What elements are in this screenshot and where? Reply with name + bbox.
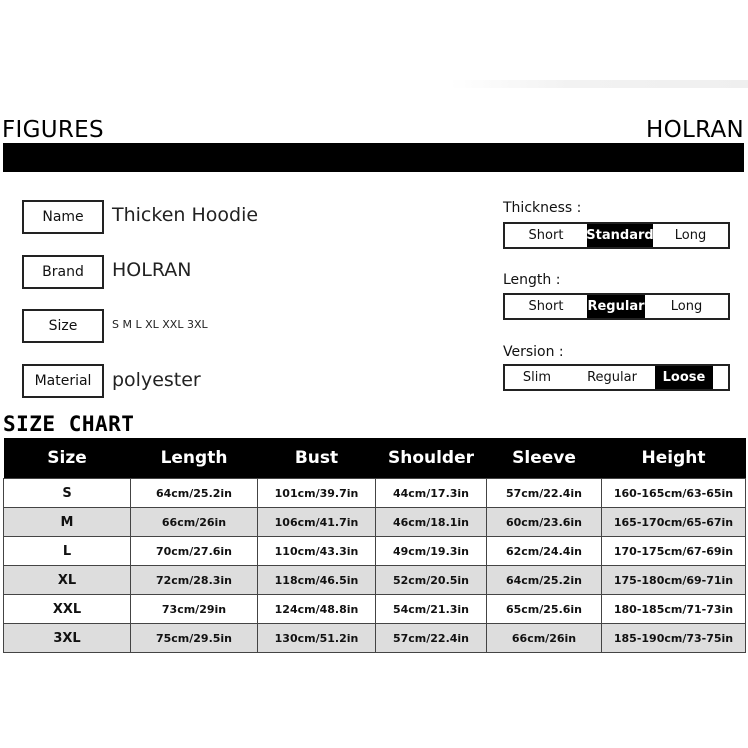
cell-height: 185-190cm/73-75in: [602, 624, 746, 653]
column-header-length: Length: [131, 438, 258, 479]
version-option-regular: Regular: [587, 370, 637, 385]
table-row: [4, 508, 746, 537]
cell-sleeve: 66cm/26in: [487, 624, 602, 653]
cell-height: 180-185cm/71-73in: [602, 595, 746, 624]
size-label: Size: [22, 309, 104, 343]
size-chart-header-row: [4, 438, 746, 479]
cell-size: M: [4, 508, 131, 537]
table-row: [4, 566, 746, 595]
table-row: [4, 537, 746, 566]
version-option-spacer: [713, 366, 728, 389]
table-row: [4, 595, 746, 624]
cell-length: 66cm/26in: [131, 508, 258, 537]
cell-bust: 101cm/39.7in: [258, 479, 376, 508]
length-selector: [503, 293, 730, 320]
header-divider-bar: [3, 143, 744, 172]
cell-height: 175-180cm/69-71in: [602, 566, 746, 595]
size-chart-title: SIZE CHART: [3, 412, 135, 436]
cell-shoulder: 49cm/19.3in: [376, 537, 487, 566]
cell-height: 165-170cm/65-67in: [602, 508, 746, 537]
brand-label: Brand: [22, 255, 104, 289]
cell-sleeve: 65cm/25.6in: [487, 595, 602, 624]
material-label: Material: [22, 364, 104, 398]
header-brand-title: HOLRAN: [645, 117, 744, 143]
cell-bust: 124cm/48.8in: [258, 595, 376, 624]
cell-size: 3XL: [4, 624, 131, 653]
table-row: [4, 479, 746, 508]
version-title: Version :: [503, 344, 564, 360]
cell-length: 70cm/27.6in: [131, 537, 258, 566]
thickness-option-long: Long: [674, 228, 707, 243]
column-header-height: Height: [602, 438, 746, 479]
column-header-bust: Bust: [258, 438, 376, 479]
length-option-short: Short: [528, 299, 564, 314]
version-selector: [503, 364, 730, 391]
cell-shoulder: 44cm/17.3in: [376, 479, 487, 508]
top-shade-decoration: [450, 80, 748, 88]
cell-size: XXL: [4, 595, 131, 624]
thickness-option-standard: Standard: [587, 224, 653, 247]
length-option-regular: Regular: [587, 295, 645, 318]
cell-bust: 118cm/46.5in: [258, 566, 376, 595]
material-value: polyester: [112, 369, 201, 391]
cell-bust: 130cm/51.2in: [258, 624, 376, 653]
size-value: S M L XL XXL 3XL: [112, 318, 208, 331]
version-option-loose: Loose: [655, 366, 713, 389]
column-header-size: Size: [4, 438, 131, 479]
cell-height: 160-165cm/63-65in: [602, 479, 746, 508]
size-chart-table: [3, 438, 746, 653]
brand-value: HOLRAN: [112, 259, 192, 281]
cell-length: 75cm/29.5in: [131, 624, 258, 653]
thickness-selector: [503, 222, 730, 249]
header-figures-title: FIGURES: [2, 117, 104, 143]
column-header-sleeve: Sleeve: [487, 438, 602, 479]
cell-shoulder: 54cm/21.3in: [376, 595, 487, 624]
cell-shoulder: 46cm/18.1in: [376, 508, 487, 537]
length-option-long: Long: [670, 299, 703, 314]
cell-height: 170-175cm/67-69in: [602, 537, 746, 566]
length-title: Length :: [503, 272, 561, 288]
version-option-slim: Slim: [522, 370, 552, 385]
cell-length: 73cm/29in: [131, 595, 258, 624]
cell-sleeve: 57cm/22.4in: [487, 479, 602, 508]
cell-size: L: [4, 537, 131, 566]
cell-shoulder: 57cm/22.4in: [376, 624, 487, 653]
column-header-shoulder: Shoulder: [376, 438, 487, 479]
thickness-title: Thickness :: [503, 200, 582, 216]
cell-sleeve: 64cm/25.2in: [487, 566, 602, 595]
cell-shoulder: 52cm/20.5in: [376, 566, 487, 595]
cell-length: 72cm/28.3in: [131, 566, 258, 595]
cell-size: S: [4, 479, 131, 508]
cell-sleeve: 60cm/23.6in: [487, 508, 602, 537]
cell-length: 64cm/25.2in: [131, 479, 258, 508]
thickness-option-short: Short: [528, 228, 564, 243]
name-value: Thicken Hoodie: [112, 204, 259, 226]
cell-sleeve: 62cm/24.4in: [487, 537, 602, 566]
table-row: [4, 624, 746, 653]
cell-bust: 110cm/43.3in: [258, 537, 376, 566]
cell-size: XL: [4, 566, 131, 595]
cell-bust: 106cm/41.7in: [258, 508, 376, 537]
name-label: Name: [22, 200, 104, 234]
